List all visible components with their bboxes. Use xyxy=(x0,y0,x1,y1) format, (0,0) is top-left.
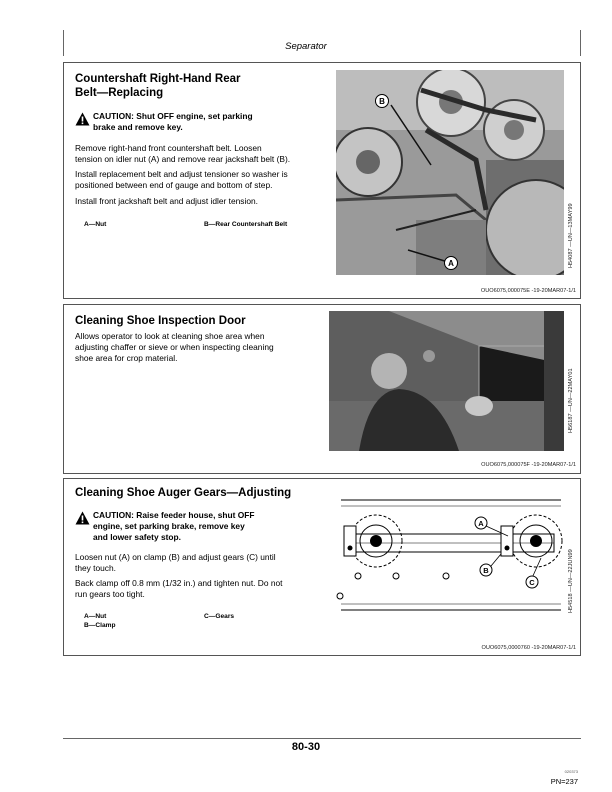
paragraph-2 xyxy=(75,169,288,191)
caution-line3: and lower safety stop. xyxy=(93,532,181,542)
caution-line2: brake and remove key. xyxy=(93,122,183,132)
callout-a: A xyxy=(478,519,484,528)
auger-gears-diagram xyxy=(336,496,564,616)
paragraph-1-line1: Remove right-hand front countershaft belt. Loosen xyxy=(75,143,262,153)
caution-block xyxy=(75,111,335,135)
section-title-line1: Countershaft Right-Hand Rear xyxy=(75,73,241,85)
section-inspection-door xyxy=(63,304,581,474)
small-code: 020373 xyxy=(564,769,578,774)
caution-line1: CAUTION: Raise feeder house, shut OFF xyxy=(93,510,255,520)
paragraph-3: Install front jackshaft belt and adjust idler tension. xyxy=(75,196,258,206)
paragraph-1-line2: they touch. xyxy=(75,563,116,573)
paragraph-1-line2: tension on idler nut (A) and remove rear jackshaft belt (B). xyxy=(75,154,291,164)
caution-line1: CAUTION: Shut OFF engine, set parking xyxy=(93,111,253,121)
auger-line-drawing xyxy=(336,496,564,616)
legend-c: C—Gears xyxy=(204,613,235,620)
belt-illustration xyxy=(336,70,564,275)
warning-icon xyxy=(75,511,90,525)
section-title: Cleaning Shoe Inspection Door xyxy=(75,315,246,327)
footer-rule xyxy=(63,738,581,739)
inspection-illustration xyxy=(329,311,564,451)
pn-number: PN=237 xyxy=(550,777,578,786)
paragraph-line3: shoe area for crop material. xyxy=(75,353,178,363)
section-footer: OUO6075,000075F -19-20MAR07-1/1 xyxy=(481,462,576,468)
section-title-line2: Belt—Replacing xyxy=(75,87,164,99)
page-number: 80-30 xyxy=(291,741,321,753)
caution-line2: engine, set parking brake, remove key xyxy=(93,521,245,531)
section-auger-gears xyxy=(63,478,581,656)
paragraph-2-line1: Back clamp off 0.8 mm (1/32 in.) and tighten nut. Do not xyxy=(75,578,283,588)
belt-photo xyxy=(336,70,564,275)
paragraph-2-line2: positioned between end of gauge and bottom of step. xyxy=(75,180,273,190)
section-countershaft-belt xyxy=(63,62,581,299)
section-footer: OUO6075,0000760 -19-20MAR07-1/1 xyxy=(481,645,576,651)
paragraph-2-line1: Install replacement belt and adjust tensioner so washer is xyxy=(75,169,288,179)
paragraph-2-line2: run gears too tight. xyxy=(75,589,145,599)
legend-a: A—Nut xyxy=(84,221,107,228)
callout-a: A xyxy=(448,259,454,268)
legend-b: B—Clamp xyxy=(84,622,116,629)
inspection-door-photo xyxy=(329,311,564,451)
paragraph-line2: adjusting chaffer or sieve or when inspecting cleaning xyxy=(75,342,274,352)
warning-icon xyxy=(75,112,90,126)
figure-code: H56187 —UN—22MAY01 xyxy=(568,368,574,433)
paragraph-1-line1: Loosen nut (A) on clamp (B) and adjust gears (C) until xyxy=(75,552,276,562)
section-footer: OUO6075,000075E -19-20MAR07-1/1 xyxy=(480,288,576,294)
paragraph-1 xyxy=(75,552,276,574)
paragraph-1 xyxy=(75,143,290,165)
paragraph xyxy=(75,331,274,364)
paragraph-2 xyxy=(75,578,282,600)
header-title: Separator xyxy=(285,41,327,52)
legend-b: B—Rear Countershaft Belt xyxy=(204,221,288,228)
callout-b: B xyxy=(483,566,489,575)
caution-block xyxy=(75,510,315,546)
section-title: Cleaning Shoe Auger Gears—Adjusting xyxy=(75,487,292,499)
paragraph-line1: Allows operator to look at cleaning shoe area when xyxy=(75,331,265,341)
figure-code: H54518 —UN—22JUN99 xyxy=(568,549,574,613)
legend-a: A—Nut xyxy=(84,613,107,620)
callout-c: C xyxy=(529,578,535,587)
callout-b: B xyxy=(379,97,385,106)
figure-code: H54087 —UN—13MAY99 xyxy=(568,203,574,268)
